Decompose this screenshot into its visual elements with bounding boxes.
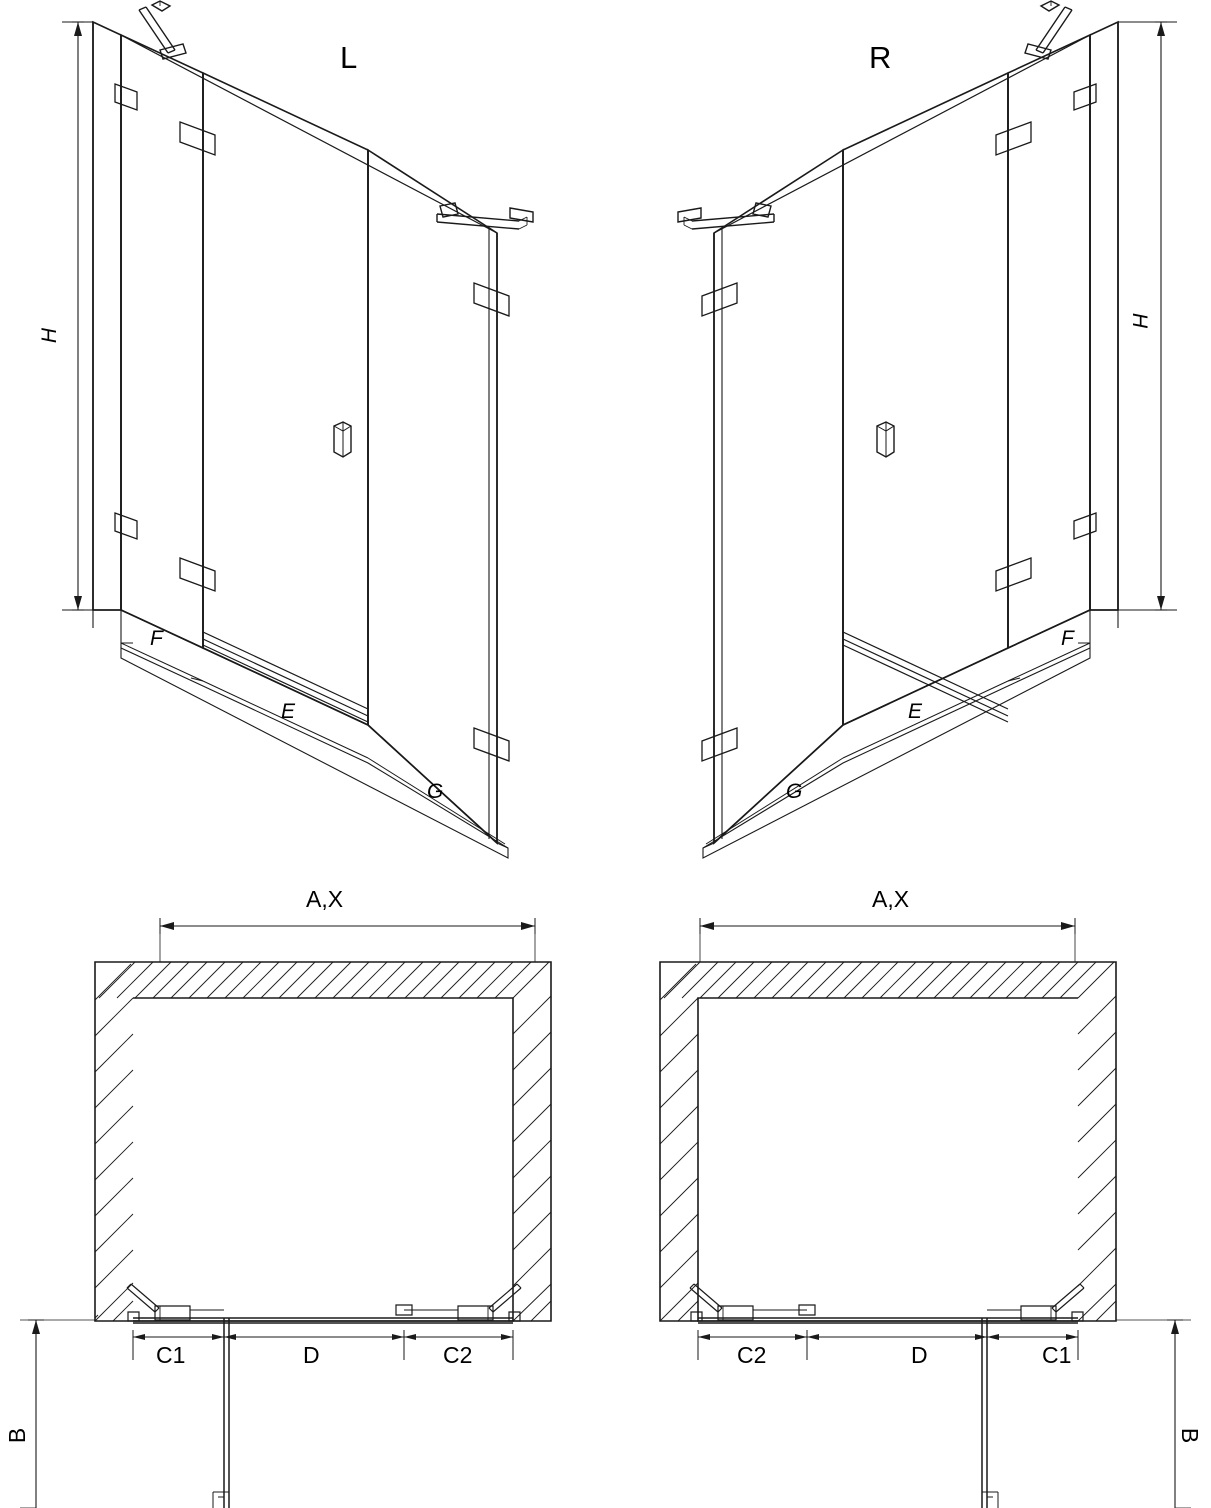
elevation-right-group [678, 1, 1177, 858]
plan-right-dim-c2: C2 [737, 1342, 767, 1368]
plan-right-depth-label: B [1177, 1427, 1204, 1444]
elevation-left-dim-g: G [427, 780, 444, 803]
elevation-left-title: L [340, 40, 358, 75]
elevation-left-group [62, 1, 533, 858]
plan-right-width-label: A,X [872, 886, 910, 912]
plan-right-group [660, 918, 1191, 1508]
plan-right-dim-c1: C1 [1042, 1342, 1072, 1368]
plan-left-depth-label: B [4, 1427, 31, 1444]
elevation-right-title: R [869, 40, 892, 75]
elevation-left-height-label: H [38, 327, 62, 344]
plan-left-dim-d: D [303, 1342, 320, 1368]
elevation-left-dim-f: F [150, 627, 163, 650]
elevation-left-dim-e: E [281, 700, 296, 723]
plan-left-group [20, 918, 551, 1508]
plan-right-dim-d: D [911, 1342, 928, 1368]
elevation-right-dim-f: F [1061, 627, 1074, 650]
plan-left-dim-c1: C1 [156, 1342, 186, 1368]
plan-left-width-label: A,X [306, 886, 344, 912]
elevation-right-height-label: H [1128, 312, 1152, 329]
plan-left-dim-c2: C2 [443, 1342, 473, 1368]
elevation-right-dim-e: E [908, 700, 923, 723]
elevation-right-dim-g: G [786, 780, 803, 803]
